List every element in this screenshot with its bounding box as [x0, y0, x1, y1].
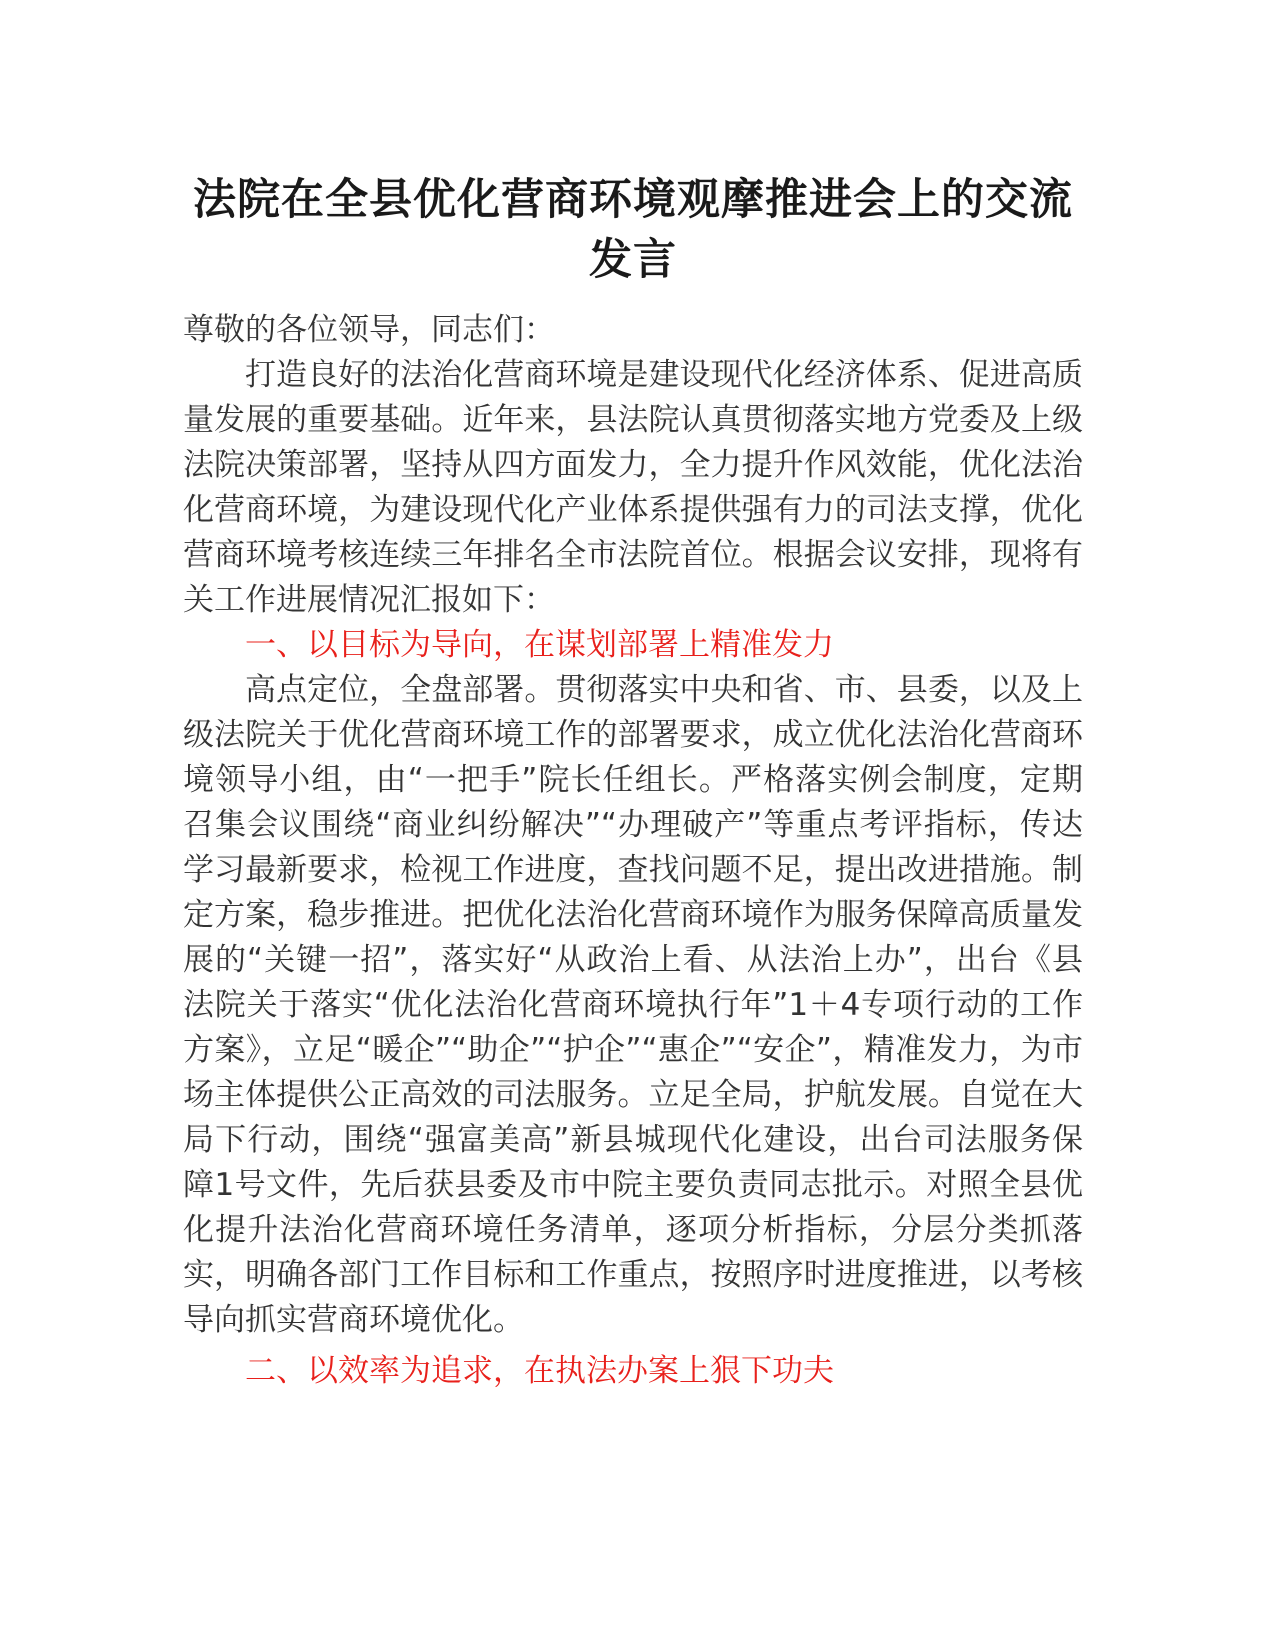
- intro-paragraph: 打造良好的法治化营商环境是建设现代化经济体系、促进高质量发展的重要基础。近年来，县法院认真贯彻落实地方党委及上级法院决策部署，坚持从四方面发力，全力提升作风效能，优化法治化营商环境，为建设现代化产业体系提供强有力的司法支撑，优化营商环境考核连续三年排名全市法院首位。根据会议安排，现将有关工作进展情况汇报如下：: [183, 357, 1083, 618]
- section-2-heading: 二、以效率为追求，在执法办案上狠下功夫: [245, 1353, 834, 1389]
- document-page: [183, 170, 1083, 1394]
- document-title: 法院在全县优化营商环境观摩推进会上的交流发言: [193, 175, 1073, 285]
- salutation: 尊敬的各位领导，同志们：: [183, 312, 555, 348]
- section-1-heading: 一、以目标为导向，在谋划部署上精准发力: [245, 627, 834, 663]
- section-1-paragraph: 高点定位，全盘部署。贯彻落实中央和省、市、县委，以及上级法院关于优化营商环境工作的部署要求，成立优化法治化营商环境领导小组，由“一把手”院长任组长。严格落实例会制度，定期召集会议围绕“商业纠纷解决”“办理破产”等重点考评指标，传达学习最新要求，检视工作进度，查找问题不足，提出改进措施。制定方案，稳步推进。把优化法治化营商环境作为服务保障高质量发展的“关键一招”，落实好“从政治上看、从法治上办”，出台《县法院关于落实“优化法治化营商环境执行年”1＋4专项行动的工作方案》，立足“暖企”“助企”“护企”“惠企”“安企”，精准发力，为市场主体提供公正高效的司法服务。立足全局，护航发展。自觉在大局下行动，围绕“强富美高”新县城现代化建设，出台司法服务保障1号文件，先后获县委及市中院主要负责同志批示。对照全县优化提升法治化营商环境任务清单，逐项分析指标，分层分类抓落实，明确各部门工作目标和工作重点，按照序时进度推进，以考核导向抓实营商环境优化。: [183, 672, 1083, 1338]
- document-body: [183, 308, 1083, 1394]
